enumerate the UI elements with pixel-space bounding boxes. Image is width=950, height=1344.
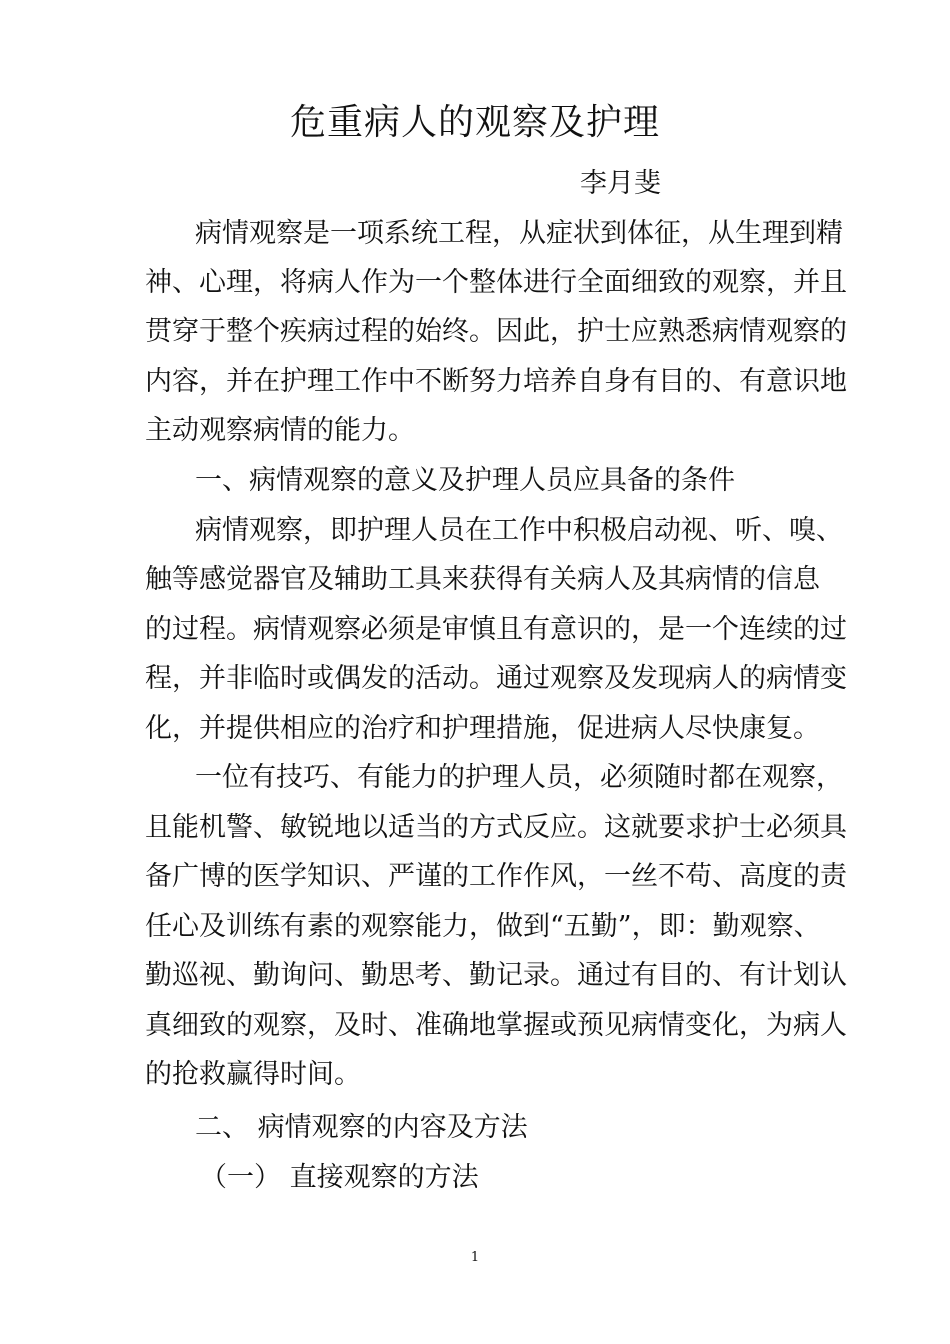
paragraph-line: 任心及训练有素的观察能力，做到“五勤”，即：勤观察、 (145, 911, 821, 942)
paragraph-line: 真细致的观察，及时、准确地掌握或预见病情变化，为病人 (145, 1010, 847, 1041)
paragraph-line: 的抢救赢得时间。 (145, 1059, 361, 1090)
paragraph-line: 触等感觉器官及辅助工具来获得有关病人及其病情的信息 (145, 564, 820, 595)
section-heading: 二、 病情观察的内容及方法 (195, 1112, 528, 1143)
paragraph-line: 且能机警、敏锐地以适当的方式反应。这就要求护士必须具 (145, 812, 847, 843)
page-number: 1 (470, 1250, 480, 1265)
paragraph-line: 主动观察病情的能力。 (145, 415, 415, 446)
paragraph-line: 神、心理，将病人作为一个整体进行全面细致的观察，并且 (145, 267, 847, 298)
paragraph-line: 的过程。病情观察必须是审慎且有意识的，是一个连续的过 (145, 614, 847, 645)
document-title: 危重病人的观察及护理 (289, 102, 660, 143)
paragraph-line: 病情观察是一项系统工程，从症状到体征，从生理到精 (195, 218, 843, 249)
subsection-heading: （一） 直接观察的方法 (200, 1162, 479, 1193)
paragraph-line: 化，并提供相应的治疗和护理措施，促进病人尽快康复。 (145, 713, 820, 744)
paragraph-line: 勤巡视、勤询问、勤思考、勤记录。通过有目的、有计划认 (145, 960, 847, 991)
author-name: 李月斐 (580, 168, 661, 199)
paragraph-line: 程，并非临时或偶发的活动。通过观察及发现病人的病情变 (145, 663, 847, 694)
section-heading: 一、病情观察的意义及护理人员应具备的条件 (195, 465, 735, 496)
paragraph-line: 病情观察，即护理人员在工作中积极启动视、听、嗅、 (195, 515, 843, 546)
paragraph-line: 贯穿于整个疾病过程的始终。因此，护士应熟悉病情观察的 (145, 316, 847, 347)
paragraph-line: 一位有技巧、有能力的护理人员，必须随时都在观察， (195, 762, 843, 793)
paragraph-line: 备广博的医学知识、严谨的工作作风，一丝不苟、高度的责 (145, 861, 847, 892)
paragraph-line: 内容，并在护理工作中不断努力培养自身有目的、有意识地 (145, 366, 847, 397)
